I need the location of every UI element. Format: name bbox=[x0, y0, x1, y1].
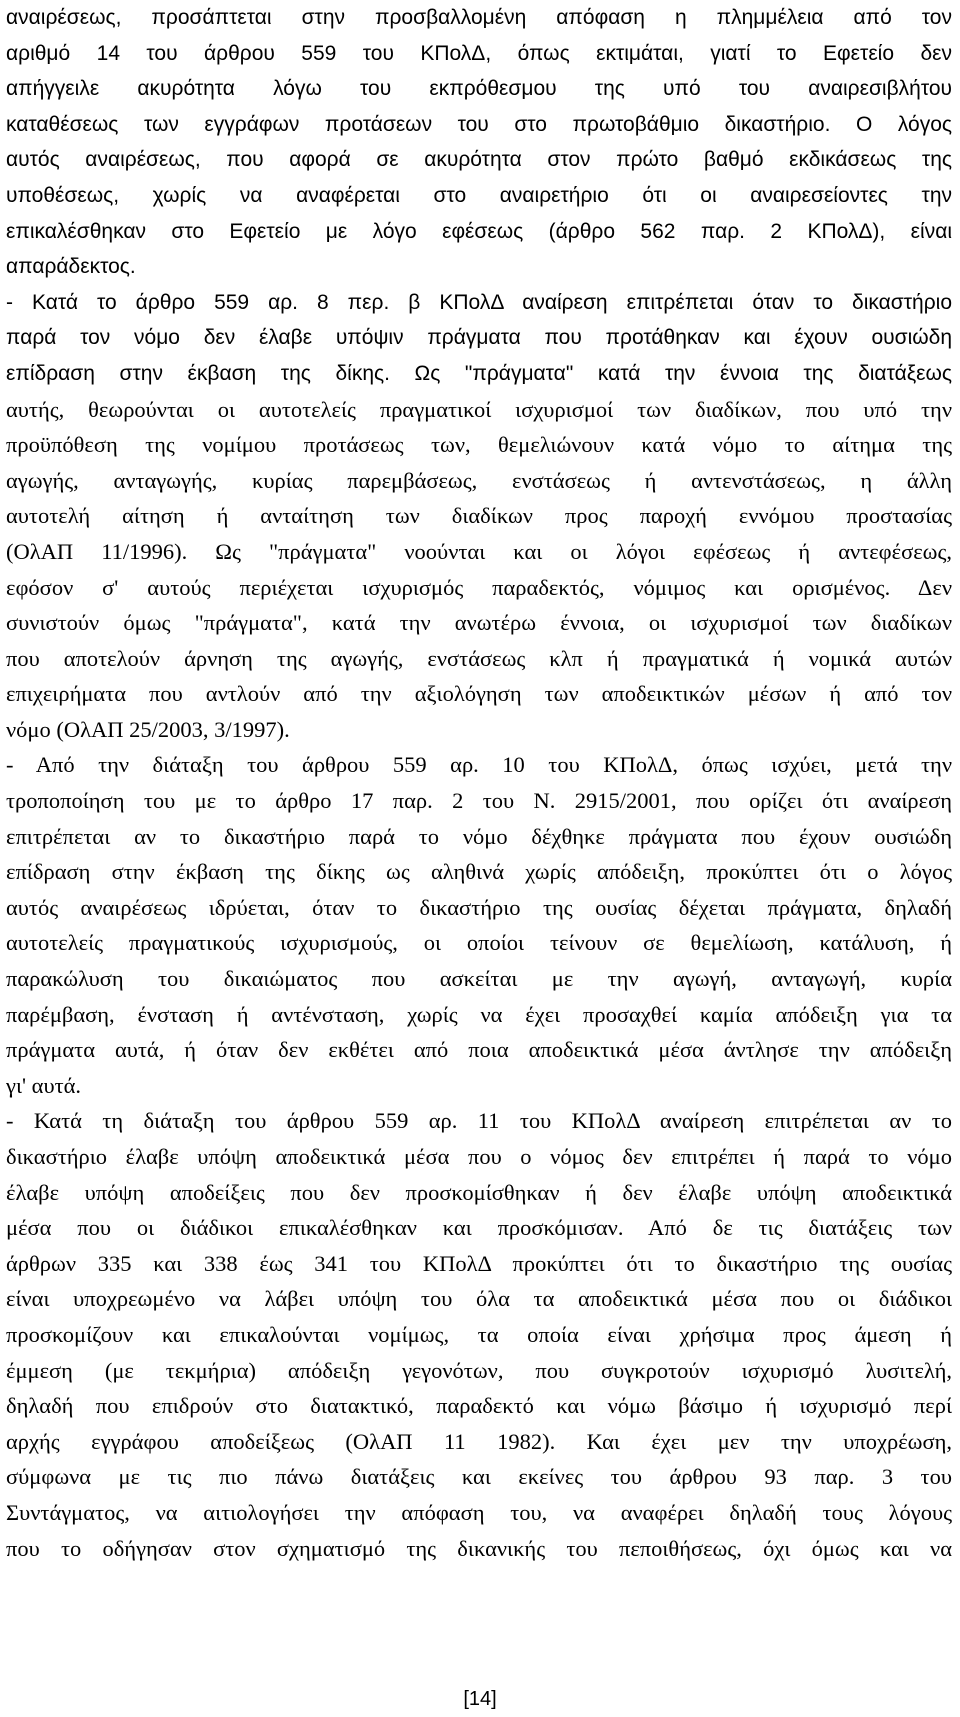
text-line: απήγγειλε ακυρότητα λόγω του εκπρόθεσμου της υπό του αναιρεσιβλήτου bbox=[6, 77, 952, 101]
text-line: επίδραση στην έκβαση της δίκης. Ως "πράγματα" κατά την έννοια της διατάξεως bbox=[6, 361, 952, 385]
text-line: επικαλέσθηκαν στο Εφετείο με λόγο εφέσεως (άρθρο 562 παρ. 2 ΚΠολΔ), είναι bbox=[6, 219, 952, 243]
text-line: αναιρέσεως, προσάπτεται στην προσβαλλομένη απόφαση η πλημμέλεια από τον bbox=[6, 6, 952, 29]
text-line: αυτός αναιρέσεως ιδρύεται, όταν το δικαστήριο της ουσίας δέχεται πράγματα, δηλαδή bbox=[6, 894, 952, 920]
text-line: που το οδήγησαν στον σχηματισμό της δικανικής του πεποιθήσεως, όχι όμως και να bbox=[6, 1535, 952, 1561]
text-line: παρέμβαση, ένσταση ή αντένσταση, χωρίς να έχει προσαχθεί καμία απόδειξη για τα bbox=[6, 1001, 952, 1027]
text-line: έμμεση (με τεκμήρια) απόδειξη γεγονότων, που συγκροτούν ισχυρισμό λυσιτελή, bbox=[6, 1357, 952, 1383]
text-line: είναι υποχρεωμένο να λάβει υπόψη του όλα τα αποδεικτικά μέσα που οι διάδικοι bbox=[6, 1286, 952, 1312]
text-line: υποθέσεως, χωρίς να αναφέρεται στο αναιρετήριο ότι οι αναιρεσείοντες την bbox=[6, 183, 952, 207]
text-line: (ΟλΑΠ 11/1996). Ως "πράγματα" νοούνται και οι λόγοι εφέσεως ή αντεφέσεως, bbox=[6, 538, 952, 564]
text-line: δηλαδή που επιδρούν στο διατακτικό, παραδεκτό και νόμω βάσιμο ή ισχυρισμό περί bbox=[6, 1393, 952, 1419]
text-line: τροποποίηση του με το άρθρο 17 παρ. 2 του Ν. 2915/2001, που ορίζει ότι αναίρεση bbox=[6, 788, 952, 814]
text-line: αγωγής, ανταγωγής, κυρίας παρεμβάσεως, ενστάσεως ή αντενστάσεως, η άλλη bbox=[6, 467, 952, 493]
text-line: επίδραση στην έκβαση της δίκης ως αληθινά χωρίς απόδειξη, προκύπτει ότι ο λόγος bbox=[6, 859, 952, 885]
text-line: πράγματα αυτά, ή όταν δεν εκθέτει από ποια αποδεικτικά μέσα άντλησε την απόδειξη bbox=[6, 1037, 952, 1063]
text-line: Συντάγματος, να αιτιολογήσει την απόφαση του, να αναφέρει δηλαδή τους λόγους bbox=[6, 1499, 952, 1525]
text-line: εφόσον σ' αυτούς περιέχεται ισχυρισμός παραδεκτός, νόμιμος και ορισμένος. Δεν bbox=[6, 574, 952, 600]
text-line: άρθρων 335 και 338 έως 341 του ΚΠολΔ προκύπτει ότι το δικαστήριο της ουσίας bbox=[6, 1250, 952, 1276]
text-line: σύμφωνα με τις πιο πάνω διατάξεις και εκείνες του άρθρου 93 παρ. 3 του bbox=[6, 1464, 952, 1490]
text-line: γι' αυτά. bbox=[6, 1072, 82, 1098]
page-number: [14] bbox=[463, 1688, 497, 1710]
text-line: - Κατά τη διάταξη του άρθρου 559 αρ. 11 του ΚΠολΔ αναίρεση επιτρέπεται αν το bbox=[6, 1108, 952, 1134]
text-line: που αποτελούν άρνηση της αγωγής, ενστάσεως κλπ ή πραγματικά ή νομικά αυτών bbox=[6, 645, 952, 671]
text-line: προϋπόθεση της νομίμου προτάσεως των, θεμελιώνουν κατά νόμο το αίτημα της bbox=[6, 432, 952, 458]
text-line: επιχειρήματα που αντλούν από την αξιολόγηση των αποδεικτικών μέσων ή από τον bbox=[6, 681, 952, 707]
text-line: έλαβε υπόψη αποδείξεις που δεν προσκομίσθηκαν ή δεν έλαβε υπόψη αποδεικτικά bbox=[6, 1179, 952, 1205]
text-line: προσκομίζουν και επικαλούνται νομίμως, τα οποία είναι χρήσιμα προς άμεση ή bbox=[6, 1321, 952, 1347]
text-line: απαράδεκτος. bbox=[6, 255, 136, 279]
text-line: - Κατά το άρθρο 559 αρ. 8 περ. β ΚΠολΔ αναίρεση επιτρέπεται όταν το δικαστήριο bbox=[6, 290, 952, 314]
text-line: συνιστούν όμως "πράγματα", κατά την ανωτέρω έννοια, οι ισχυρισμοί των διαδίκων bbox=[6, 610, 952, 636]
text-line: - Από την διάταξη του άρθρου 559 αρ. 10 του ΚΠολΔ, όπως ισχύει, μετά την bbox=[6, 752, 952, 778]
text-line: δικαστήριο έλαβε υπόψη αποδεικτικά μέσα που ο νόμος δεν επιτρέπει ή παρά το νόμο bbox=[6, 1144, 952, 1169]
text-line: μέσα που οι διάδικοι επικαλέσθηκαν και προσκόμισαν. Από δε τις διατάξεις των bbox=[6, 1215, 952, 1241]
text-line: παρακώλυση του δικαιώματος που ασκείται με την αγωγή, ανταγωγή, κυρία bbox=[6, 966, 952, 992]
text-line: παρά τον νόμο δεν έλαβε υπόψιν πράγματα που προτάθηκαν και έχουν ουσιώδη bbox=[6, 326, 952, 350]
text-line: αυτής, θεωρούνται οι αυτοτελείς πραγματικοί ισχυρισμοί των διαδίκων, που υπό την bbox=[6, 396, 952, 422]
text-line: αυτοτελείς πραγματικούς ισχυρισμούς, οι οποίοι τείνουν σε θεμελίωση, κατάλυση, ή bbox=[6, 930, 952, 956]
text-line: αριθμό 14 του άρθρου 559 του ΚΠολΔ, όπως εκτιμάται, γιατί το Εφετείο δεν bbox=[6, 41, 952, 65]
text-line: αυτός αναιρέσεως, που αφορά σε ακυρότητα στον πρώτο βαθμό εκδικάσεως της bbox=[6, 148, 952, 172]
text-line: αυτοτελή αίτηση ή ανταίτηση των διαδίκων προς παροχή εννόμου προστασίας bbox=[6, 503, 952, 529]
text-line: επιτρέπεται αν το δικαστήριο παρά το νόμο δέχθηκε πράγματα που έχουν ουσιώδη bbox=[6, 823, 952, 849]
text-line: αρχής εγγράφου αποδείξεως (ΟλΑΠ 11 1982). Και έχει μεν την υποχρέωση, bbox=[6, 1428, 952, 1454]
text-line: καταθέσεως των εγγράφων προτάσεων του στο πρωτοβάθμιο δικαστήριο. Ο λόγος bbox=[6, 112, 952, 136]
document-body bbox=[6, 0, 952, 1566]
text-line: νόμο (ΟλΑΠ 25/2003, 3/1997). bbox=[6, 716, 290, 742]
